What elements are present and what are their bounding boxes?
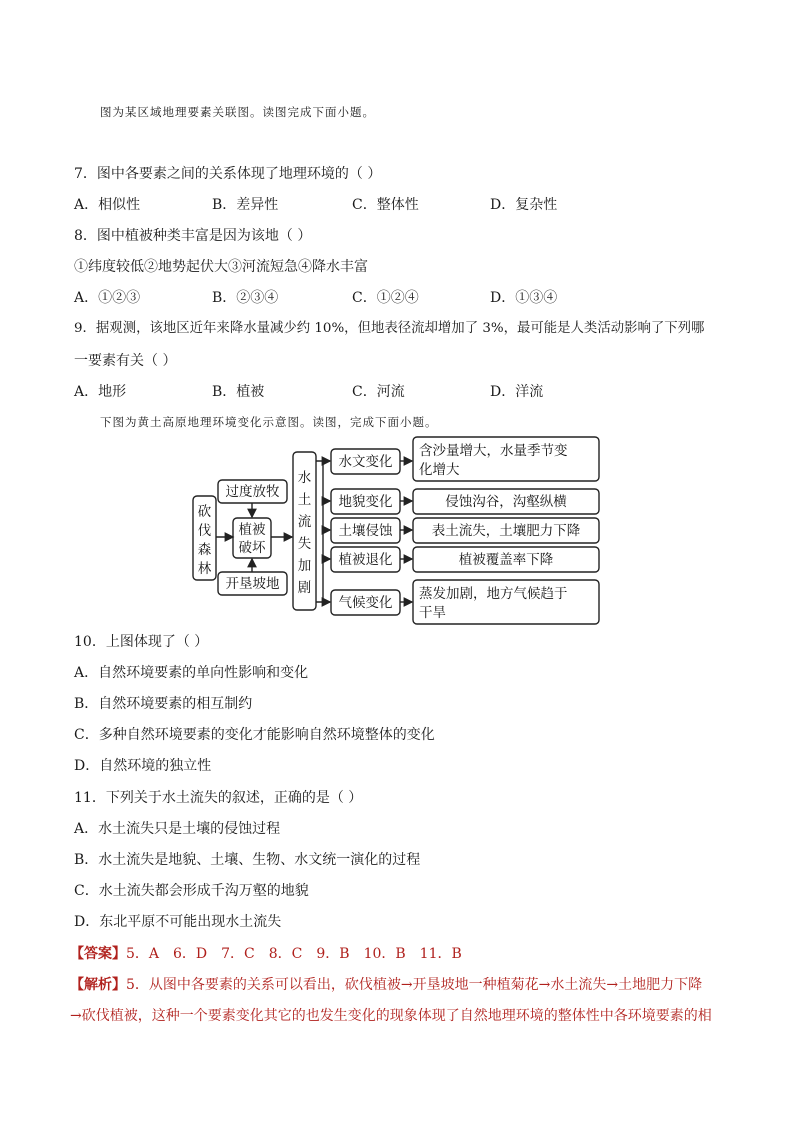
q8-option-c[interactable]: C．①②④ [352, 290, 419, 306]
effect-landform: 侵蚀沟谷，沟壑纵横 [445, 494, 567, 510]
loess-plateau-diagram [190, 432, 605, 628]
center-char-4: 失 [297, 536, 312, 552]
q11-stem: 11．下列关于水土流失的叙述，正确的是（ ） [74, 790, 363, 806]
center-char-1: 水 [297, 470, 312, 486]
center-char-3: 流 [297, 514, 312, 530]
q11-option-d[interactable]: D．东北平原不可能出现水土流失 [74, 914, 282, 930]
q8-option-d[interactable]: D．①③④ [490, 290, 558, 306]
q8-options [74, 289, 557, 307]
change-landform: 地貌变化 [338, 494, 393, 510]
change-hydrology: 水文变化 [338, 454, 393, 470]
effect-climate-line2: 干旱 [419, 605, 446, 621]
q8-stem: 8．图中植被种类丰富是因为该地（ ） [74, 228, 312, 244]
analysis-text-1: 5．从图中各要素的关系可以看出，砍伐植被→开垦坡地一种植菊花→水土流失→土地肥力下降 [126, 977, 703, 993]
q10-stem: 10．上图体现了（ ） [74, 634, 209, 650]
q7-option-d[interactable]: D．复杂性 [490, 197, 558, 213]
q10-option-a[interactable]: A．自然环境要素的单向性影响和变化 [74, 665, 309, 681]
analysis-line1 [70, 976, 702, 994]
answer-text: 5．A 6．D 7．C 8．C 9．B 10．B 11．B [126, 946, 462, 962]
q9-stem-line2: 一要素有关（ ） [74, 353, 177, 369]
answer-label: 【答案】 [70, 946, 126, 962]
effect-soil: 表土流失，土壤肥力下降 [431, 523, 581, 539]
left-char-4: 林 [197, 561, 212, 577]
effect-climate-line1: 蒸发加剧，地方气候趋于 [419, 586, 568, 602]
analysis-label: 【解析】 [70, 977, 126, 993]
q8-option-b[interactable]: B．②③④ [212, 290, 279, 306]
q9-option-b[interactable]: B．植被 [212, 384, 265, 400]
change-climate: 气候变化 [338, 595, 393, 611]
q9-option-c[interactable]: C．河流 [352, 384, 405, 400]
q7-option-c[interactable]: C．整体性 [352, 197, 419, 213]
left-char-2: 伐 [197, 523, 212, 539]
answer-line [70, 945, 462, 963]
middle-box-line2: 破坏 [238, 540, 266, 556]
q7-stem: 7．图中各要素之间的关系体现了地理环境的（ ） [74, 166, 382, 182]
effect-vegetation: 植被覆盖率下降 [458, 552, 554, 568]
q7-option-b[interactable]: B．差异性 [212, 197, 279, 213]
q8-option-a[interactable]: A．①②③ [74, 290, 141, 306]
left-char-1: 砍 [197, 504, 212, 520]
q7-option-a[interactable]: A．相似性 [74, 197, 141, 213]
bottom-box-label: 开垦坡地 [225, 576, 280, 592]
q11-option-b[interactable]: B．水土流失是地貌、土壤、生物、水文统一演化的过程 [74, 852, 421, 868]
effect-hydrology-line2: 化增大 [419, 462, 460, 478]
q9-options [74, 383, 543, 401]
q11-option-c[interactable]: C．水土流失都会形成千沟万壑的地貌 [74, 883, 309, 899]
change-vegetation: 植被退化 [338, 552, 393, 568]
q9-stem-line1: 9．据观测，该地区近年来降水量减少约 10%，但地表径流却增加了 3%，最可能是人类活动影响了下列哪 [74, 321, 705, 336]
q10-option-c[interactable]: C．多种自然环境要素的变化才能影响自然环境整体的变化 [74, 727, 435, 743]
group-intro-1: 图为某区域地理要素关联图。读图完成下面小题。 [100, 105, 375, 119]
q11-option-a[interactable]: A．水土流失只是土壤的侵蚀过程 [74, 821, 281, 837]
q7-options [74, 196, 557, 214]
q9-option-d[interactable]: D．洋流 [490, 384, 544, 400]
center-char-2: 土 [297, 492, 312, 508]
q10-option-b[interactable]: B．自然环境要素的相互制约 [74, 696, 253, 712]
center-char-6: 剧 [297, 580, 312, 596]
q8-choices: ①纬度较低②地势起伏大③河流短急④降水丰富 [74, 259, 368, 275]
q10-option-d[interactable]: D．自然环境的独立性 [74, 758, 212, 774]
group-intro-2: 下图为黄土高原地理环境变化示意图。读图，完成下面小题。 [100, 415, 438, 429]
change-soil: 土壤侵蚀 [338, 523, 393, 539]
middle-box-line1: 植被 [238, 522, 266, 538]
effect-hydrology-line1: 含沙量增大，水量季节变 [419, 443, 568, 459]
q9-option-a[interactable]: A．地形 [74, 384, 127, 400]
top-box-label: 过度放牧 [225, 484, 280, 500]
left-char-3: 森 [197, 542, 212, 558]
center-char-5: 加 [297, 558, 312, 574]
analysis-line2: →砍伐植被，这种一个要素变化其它的也发生变化的现象体现了自然地理环境的整体性中各环境要素的相 [70, 1008, 712, 1024]
